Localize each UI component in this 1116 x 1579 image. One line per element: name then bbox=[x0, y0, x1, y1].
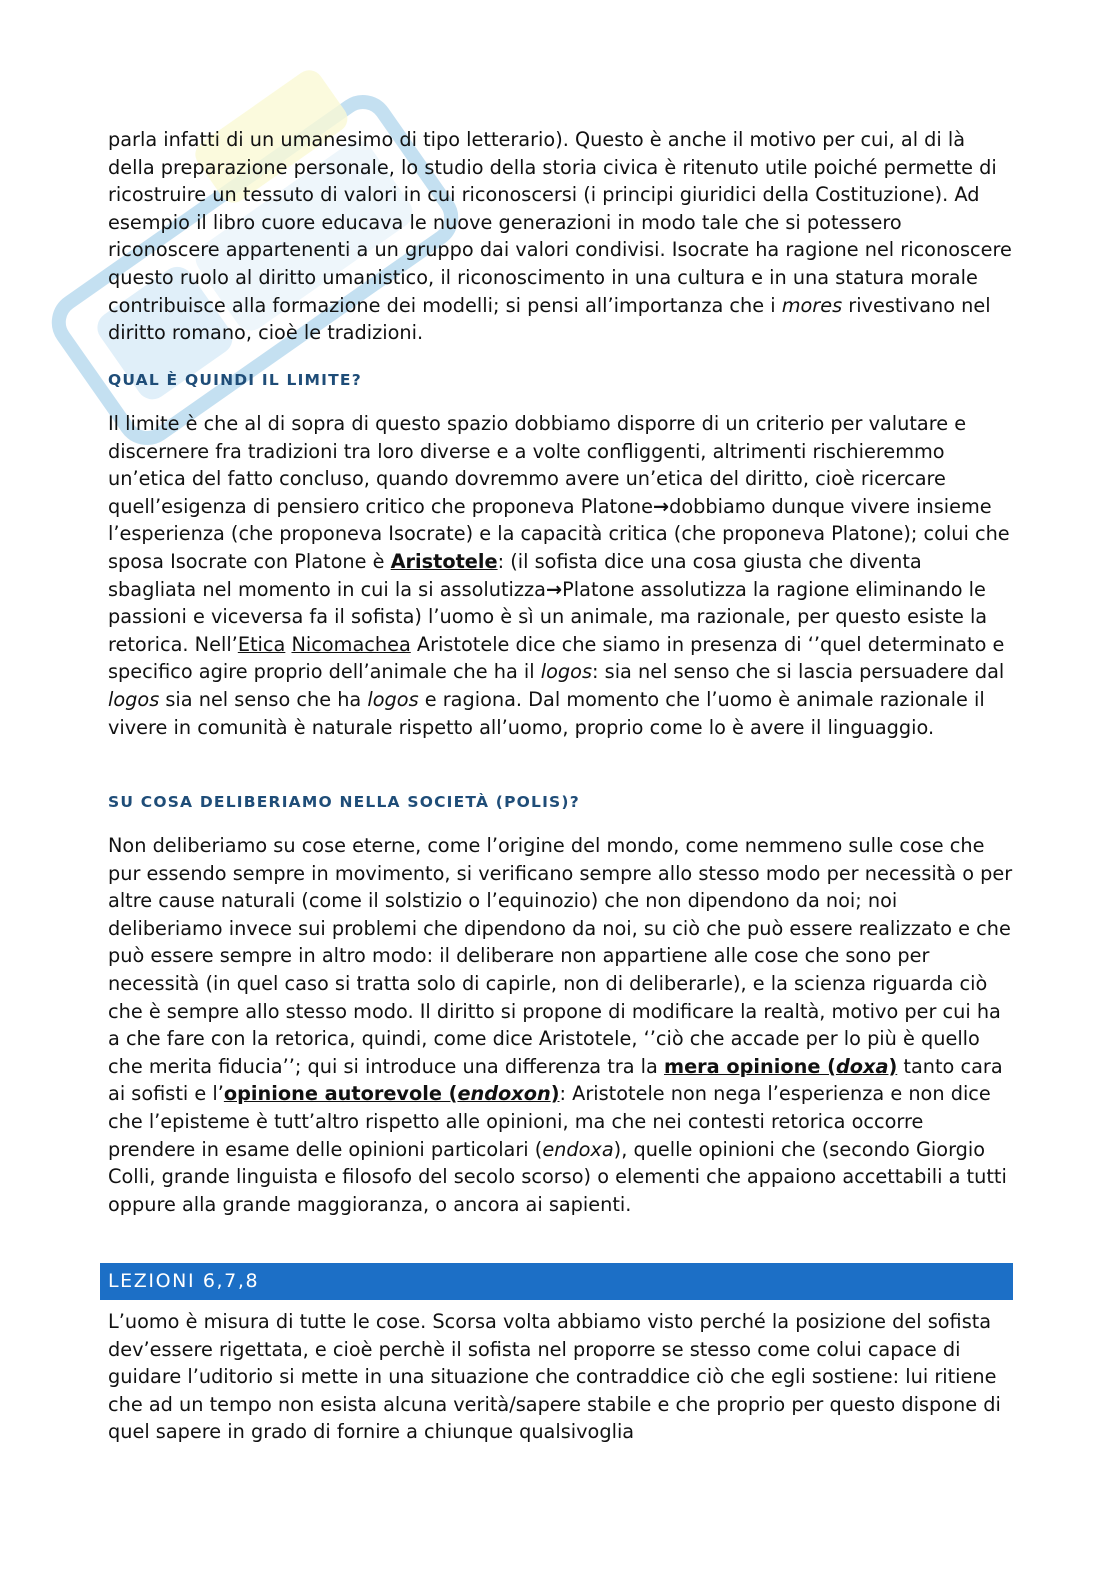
paragraph-limite: Il limite è che al di sopra di questo spazio dobbiamo disporre di un criterio per valutare e discernere fra tradizioni tra loro diverse e a volte confliggenti, altrimenti rischieremmo un’etica del fatto concluso, quando dovremmo avere un’etica del diritto, cioè ricercare quell’esigenza di pensiero critico che proponeva Platone→dobbiamo dunque vivere insieme l’esperienza (che proponeva Isocrate) e la capacità critica (che proponeva Platone); colui che sposa Isocrate con Platone è Aristotele: (il sofista dice una cosa giusta che diventa sbagliata nel momento in cui la si assolutizza→Platone assolutizza la ragione eliminando le passioni e viceversa fa il sofista) l’uomo è sì un animale, ma razionale, per questo esiste la retorica. Nell’Etica Nicomachea Aristotele dice che siamo in presenza di ‘’quel determinato e specifico agire proprio dell’animale che ha il logos: sia nel senso che si lascia persuadere dal logos sia nel senso che ha logos e ragiona. Dal momento che l’uomo è animale razionale il vivere in comunità è naturale rispetto all’uomo, proprio come lo è avere il linguaggio. bbox=[108, 412, 1010, 739]
heading-limite: QUAL È QUINDI IL LIMITE? bbox=[108, 371, 362, 389]
paragraph-deliberiamo: Non deliberiamo su cose eterne, come l’origine del mondo, come nemmeno sulle cose che pur essendo sempre in movimento, si verificano sempre allo stesso modo per necessità o per altre cause naturali (come il solstizio o l’equinozio) che non dipendono da noi; noi deliberiamo invece sui problemi che dipendono da noi, su ciò che può essere realizzato e che può essere sempre in altro modo: il deliberare non appartiene alle cose che sono per necessità (in quel caso si tratta solo di capirle, non di deliberarle), e la scienza riguarda ciò che è sempre allo stesso modo. Il diritto si propone di modificare la realtà, motivo per cui ha a che fare con la retorica, quindi, come dice Aristotele, ‘’ciò che accade per lo più è quello che merita fiducia’’; qui si introduce una differenza tra la mera opinione (doxa) tanto cara ai sofisti e l’opinione autorevole (endoxon): Aristotele non nega l’esperienza e non dice che l’episteme è tutt’altro rispetto alle opinioni, ma che nei contesti retorica occorre prendere in esame delle opinioni particolari (endoxa), quelle opinioni che (secondo Giorgio Colli, grande linguista e filosofo del secolo scorso) o elementi che appaiono accettabili a tutti oppure alla grande maggioranza, o ancora ai sapienti. bbox=[108, 834, 1013, 1216]
aristotele-term: Aristotele bbox=[390, 549, 498, 573]
section-heading-lezioni: LEZIONI 6,7,8 bbox=[100, 1263, 1013, 1300]
paragraph-lezioni: L’uomo è misura di tutte le cose. Scorsa volta abbiamo visto perché la posizione del sofista dev’essere rigettata, e cioè perchè il sofista nel proporre se stesso come colui capace di guidare l’uditorio si mette in una situazione che contraddice ciò che egli sostiene: lui ritiene che ad un tempo non esista alcuna verità/sapere stabile e che proprio per questo dispone di quel sapere in grado di fornire a chiunque qualsivoglia bbox=[108, 1310, 1001, 1444]
arrow-icon: → bbox=[545, 577, 563, 601]
endoxon-term: opinione autorevole (endoxon) bbox=[223, 1082, 560, 1106]
heading-deliberiamo: SU COSA DELIBERIAMO NELLA SOCIETÀ (POLIS)? bbox=[108, 793, 580, 811]
doxa-term: mera opinione (doxa) bbox=[663, 1054, 898, 1078]
paragraph-umanesimo: parla infatti di un umanesimo di tipo letterario). Questo è anche il motivo per cui, al di là della preparazione personale, lo studio della storia civica è ritenuto utile poiché permette di ricostruire un tessuto di valori in cui riconoscersi (i principi giuridici della Costituzione). Ad esempio il libro cuore educava le nuove generazioni in modo tale che si potessero riconoscere appartenenti a un gruppo dai valori condivisi. Isocrate ha ragione nel riconoscere questo ruolo al diritto umanistico, il riconoscimento in una cultura e in una statura morale contribuisce alla formazione dei modelli; si pensi all’importanza che i mores rivestivano nel diritto romano, cioè le tradizioni. bbox=[108, 128, 1012, 345]
arrow-icon: → bbox=[652, 494, 670, 518]
